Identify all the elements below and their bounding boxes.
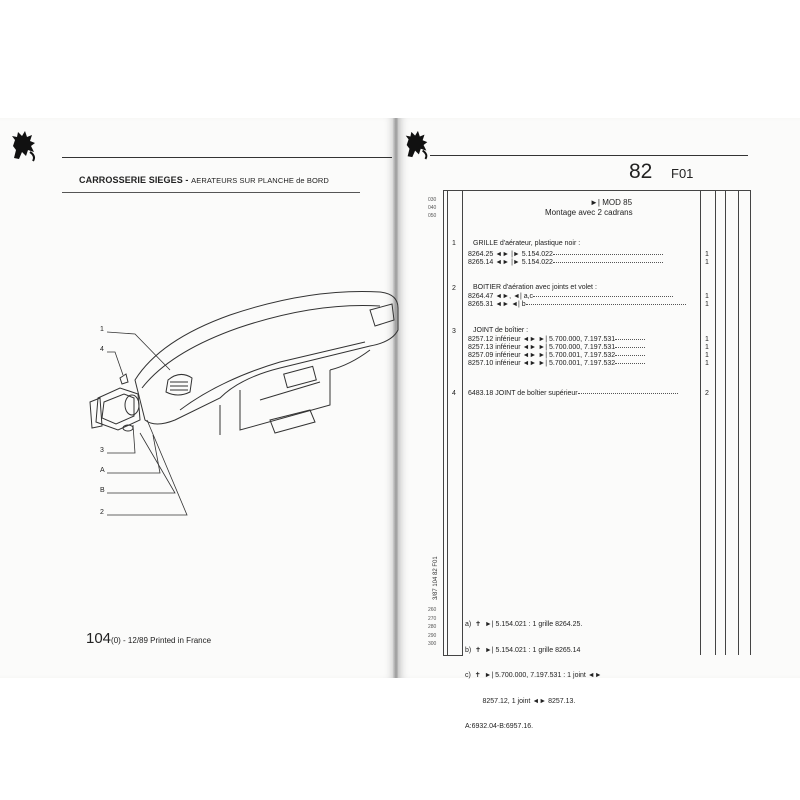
table-col-line (725, 190, 726, 655)
left-title-rule (62, 192, 360, 193)
side-code: 3/87 104 82 F01 (433, 556, 439, 600)
page-number-left: 104 (86, 630, 112, 647)
item-title: BOITIER d'aération avec joints et volet : (473, 284, 597, 291)
qty: 2 (705, 390, 709, 397)
item-number: 1 (452, 240, 456, 247)
item-number: 2 (452, 285, 456, 292)
table-row: 8265.14 ◄► |► 5.154.022 (468, 259, 663, 267)
note-line: c) ✝ ►| 5.700.000, 7.197.531 : 1 joint ◄► (465, 672, 602, 679)
callout-4: 4 (100, 346, 104, 353)
right-header-rule (430, 155, 748, 156)
table-row: 8257.13 inférieur ◄► ►| 5.700.000, 7.197.531 (468, 344, 645, 352)
table-col-line (738, 190, 739, 655)
line-refs-notes: 260 270 280 290 300 (428, 607, 437, 647)
half-arrow-icon: ◄| (513, 293, 522, 300)
table-row: 8264.47 ◄►, ◄| a,c (468, 293, 673, 301)
left-header-rule (62, 157, 392, 158)
lion-logo-icon (8, 128, 40, 162)
callout-leaders (95, 325, 205, 525)
left-page-title: CARROSSERIE SIEGES - AERATEURS SUR PLANCHE de BORD (79, 175, 329, 185)
item-title: JOINT de boîtier : (473, 327, 529, 334)
table-col-line (447, 190, 448, 655)
note-line: a) ✝ ►| 5.154.021 : 1 grille 8264.25. (465, 621, 583, 628)
header-mod: ►| MOD 85 (590, 198, 633, 207)
header-montage: Montage avec 2 cadrans (545, 208, 633, 217)
table-col-line (750, 190, 751, 655)
callout-B: B (100, 487, 105, 494)
arrow-icon: |► (511, 259, 520, 266)
qty: 1 (705, 344, 709, 351)
qty: 1 (705, 336, 709, 343)
right-page-code: F01 (671, 166, 694, 181)
table-col-line (715, 190, 716, 655)
table-top-rule (443, 190, 750, 191)
arrow-icon: ◄► (495, 259, 510, 266)
notes-block (465, 604, 602, 740)
table-row: 8257.10 inférieur ◄► ►| 5.700.001, 7.197.532 (468, 360, 645, 368)
table-row: 8265.31 ◄► ◄| b (468, 301, 686, 309)
callout-3: 3 (100, 447, 104, 454)
item-number: 4 (452, 390, 456, 397)
arrow-icon: ◄► (495, 301, 510, 308)
item-number: 3 (452, 328, 456, 335)
table-bottom-rule (443, 655, 463, 656)
table-row: 8257.12 inférieur ◄► ►| 5.700.000, 7.197.531 (468, 336, 645, 344)
note-line: 8257.12, 1 joint ◄► 8257.13. (465, 697, 576, 705)
qty: 1 (705, 360, 709, 367)
right-page-number: 82 (629, 160, 653, 183)
qty: 1 (705, 251, 709, 258)
note-line: A:6932.04-B:6957.16. (465, 723, 534, 730)
qty: 1 (705, 259, 709, 266)
half-arrow-icon: ◄| (511, 301, 520, 308)
table-row: 8257.09 inférieur ◄► ►| 5.700.001, 7.197.532 (468, 352, 645, 360)
table-col-line (462, 190, 463, 655)
callout-1: 1 (100, 326, 104, 333)
qty: 1 (705, 352, 709, 359)
arrow-icon: ◄► (495, 251, 510, 258)
model-arrow-icon: ►| (590, 198, 600, 207)
callout-2: 2 (100, 509, 104, 516)
qty: 1 (705, 301, 709, 308)
table-col-line (700, 190, 701, 655)
table-col-line (443, 190, 444, 655)
callout-A: A (100, 467, 105, 474)
left-footer: 104(0) - 12/89 Printed in France (86, 630, 212, 647)
arrow-icon: ◄► (495, 293, 510, 300)
item-title: GRILLE d'aérateur, plastique noir : (473, 240, 581, 247)
table-row: 8264.25 ◄► |► 5.154.022 (468, 251, 663, 259)
table-row: 6483.18 JOINT de boîtier supérieur (468, 390, 678, 398)
line-refs-top: 030 040 050 (428, 197, 437, 219)
note-line: b) ✝ ►| 5.154.021 : 1 grille 8265.14 (465, 646, 581, 654)
lion-logo-icon (402, 128, 432, 160)
arrow-icon: |► (511, 251, 520, 258)
qty: 1 (705, 293, 709, 300)
